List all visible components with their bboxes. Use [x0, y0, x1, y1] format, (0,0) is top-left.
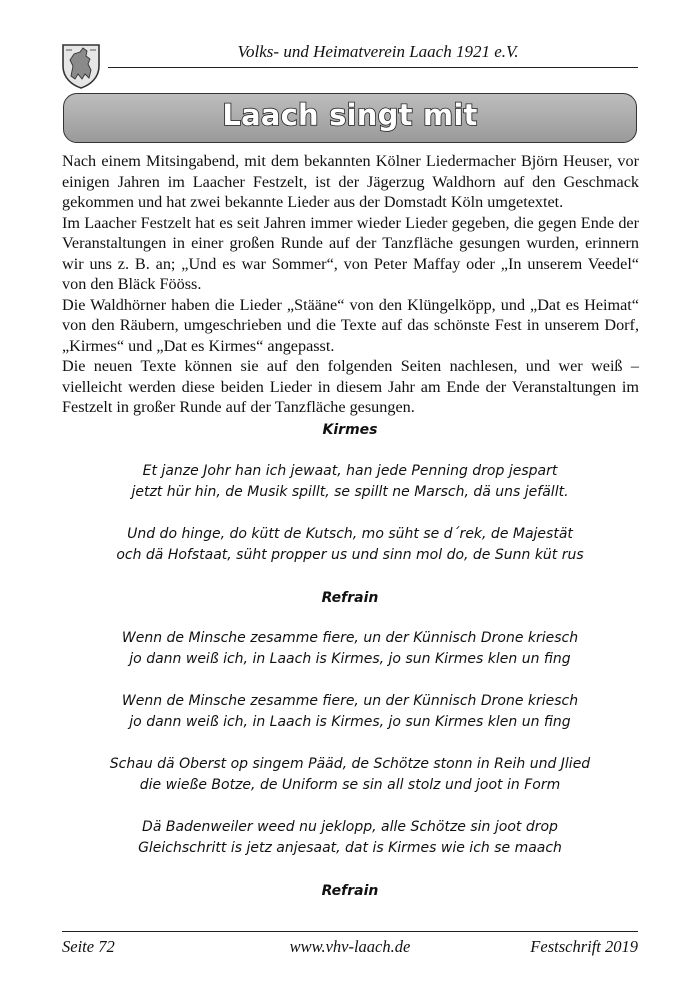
lyric-line: Und do hinge, do kütt de Kutsch, mo süht se d´rek, de Majestät [127, 526, 573, 542]
header-divider [108, 67, 638, 68]
footer-divider [62, 931, 638, 932]
intro-paragraph: Die Waldhörner haben die Lieder „Stääne“ von den Klüngelköpp, und „Dat es Heimat“ von den Räubern, umgeschrieben und die Texte auf das schönste Fest in unserem Dorf, „Kirmes“ und „Dat es Kirmes“ angepasst. [62, 295, 639, 355]
publication-name: Festschrift 2019 [530, 937, 638, 956]
lyric-line: die wieße Botze, de Uniform se sin all stolz und joot in Form [139, 777, 561, 793]
intro-text [62, 151, 639, 418]
intro-paragraph: Die neuen Texte können sie auf den folgenden Seiten nachlesen, und wer weiß – vielleicht werden diese beiden Lieder in diesem Jahr am Ende der Veranstaltungen im Festzelt in großer Runde auf der Tanzfläche gesungen. [62, 357, 639, 416]
song-lyrics [62, 420, 638, 901]
refrain-label: Refrain [321, 590, 379, 606]
lyric-line: jo dann weiß ich, in Laach is Kirmes, jo sun Kirmes klen un fing [129, 714, 571, 730]
page-number: Seite 72 [62, 937, 115, 956]
verse-2 [62, 524, 638, 566]
intro-paragraph: Nach einem Mitsingabend, mit dem bekannten Kölner Liedermacher Björn Heuser, vor einigen Jahren im Laacher Festzelt, ist der Jägerzug Waldhorn auf den Geschmack gekommen und hat zwei bekannte Lieder aus der Domstadt Köln umgetextet. [62, 152, 639, 211]
lyric-line: jo dann weiß ich, in Laach is Kirmes, jo sun Kirmes klen un fing [129, 651, 571, 667]
lyric-line: och dä Hofstaat, süht propper us und sinn mol do, de Sunn küt rus [116, 547, 584, 563]
intro-paragraph: Im Laacher Festzelt hat es seit Jahren immer wieder Lieder gegeben, die gegen Ende der Veranstaltungen in einer großen Runde auf der Tanzfläche gesungen wurden, erinnern wir uns z. B. an; „Und es war Sommer“, von Peter Maffay oder „In unserem Veedel“ von den Bläck Fööss. [62, 213, 639, 293]
lyric-line: Schau dä Oberst op singem Pääd, de Schötze stonn in Reih und Jlied [109, 756, 591, 772]
lyric-line: Wenn de Minsche zesamme fiere, un der Künnisch Drone kriesch [121, 693, 579, 709]
verse-4 [62, 817, 638, 859]
lyric-line: Wenn de Minsche zesamme fiere, un der Künnisch Drone kriesch [121, 630, 579, 646]
refrain-1 [62, 628, 638, 670]
title-banner [63, 93, 637, 143]
verse-1 [62, 461, 638, 503]
lyric-line: Dä Badenweiler weed nu jeklopp, alle Schötze sin joot drop [142, 819, 558, 835]
lyric-line: Et janze Johr han ich jewaat, han jede Penning drop jespart [142, 463, 558, 479]
refrain-label: Refrain [321, 883, 379, 899]
page-title: Laach singt mit [222, 98, 478, 132]
coat-of-arms-icon [60, 42, 102, 90]
lyric-line: jetzt hür hin, de Musik spillt, se spillt ne Marsch, dä uns jefällt. [131, 484, 569, 500]
lyric-line: Gleichschritt is jetz anjesaat, dat is Kirmes wie ich se maach [138, 840, 562, 856]
refrain-2 [62, 691, 638, 733]
song-title: Kirmes [322, 422, 378, 438]
verse-3 [62, 754, 638, 796]
header-title: Volks- und Heimatverein Laach 1921 e.V. [237, 42, 519, 61]
website-link[interactable]: www.vhv-laach.de [289, 937, 411, 956]
